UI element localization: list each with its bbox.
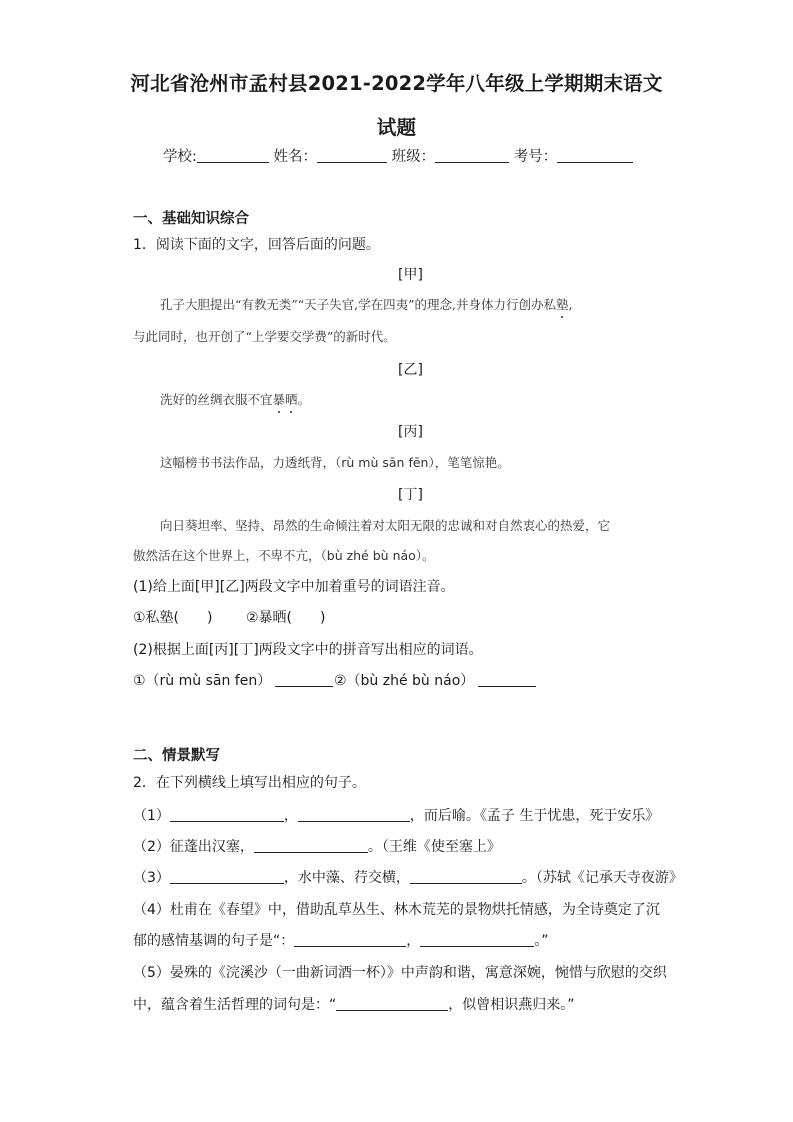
recite-line-4b	[133, 930, 549, 950]
line-mid: ，水中藻、荇交横，	[283, 870, 410, 886]
bing-label: [丙]	[398, 424, 423, 440]
answer-blank[interactable]	[275, 671, 333, 687]
sub2-answer-line	[133, 670, 333, 690]
yi-text-b: 。	[297, 392, 311, 407]
answer-blank[interactable]	[410, 868, 522, 884]
punct: ，	[406, 933, 421, 949]
bing-pinyin: （rù mù sān fēn）	[335, 455, 435, 470]
bing-text-b: ，笔笔惊艳。	[434, 455, 510, 470]
class-blank[interactable]	[435, 147, 509, 163]
emphasis-char: 暴	[272, 392, 286, 407]
q1-stem: 1．阅读下面的文字，回答后面的问题。	[133, 237, 380, 253]
answer-blank[interactable]	[170, 868, 284, 884]
bing-line	[160, 453, 510, 471]
section1-heading: 一、基础知识综合	[133, 211, 249, 227]
bing-text-a: 这幅榜书书法作品，力透纸背，	[160, 455, 336, 470]
recite-line-3	[133, 867, 683, 887]
section2-heading: 二、情景默写	[133, 748, 220, 764]
ding-line1: 向日葵坦率、坚持、昂然的生命倾注着对太阳无限的忠诚和对自然衷心的热爱，它	[160, 518, 611, 533]
school-label: 学校:	[163, 149, 197, 165]
line-tail: 。”	[534, 933, 549, 949]
emphasis-char: 晒	[285, 392, 298, 407]
answer-blank[interactable]	[336, 995, 448, 1011]
exam-no-blank[interactable]	[557, 147, 633, 163]
jia-text-b: ,	[568, 297, 573, 312]
answer-blank[interactable]	[478, 671, 536, 687]
line-tail: 。（苏轼《记承天寺夜游》	[521, 870, 683, 886]
sub2-label-b: ②（bù zhé bù náo）	[334, 673, 475, 689]
answer-blank[interactable]	[298, 806, 410, 822]
jia-text-a: 孔子大胆提出“有教无类”“天子失官,学在四夷”的理念,并身体力行创办私	[160, 297, 557, 312]
punct: ，	[283, 808, 298, 824]
ding-pinyin: （bù zhé bù náo）	[320, 548, 423, 563]
line-head: 郁的感情基调的句子是“：	[133, 933, 295, 949]
ding-text-b: 。	[422, 548, 435, 563]
line-head: 中，蕴含着生活哲理的词句是：“	[133, 997, 337, 1013]
ding-label: [丁]	[398, 487, 423, 503]
sub2-answer-line-b	[334, 670, 536, 690]
answer-blank[interactable]	[294, 931, 406, 947]
answer-blank[interactable]	[170, 806, 284, 822]
recite-line-1	[133, 805, 659, 825]
item-number: （3）	[133, 870, 170, 886]
sub2-stem: (2)根据上面[丙][丁]两段文字中的拼音写出相应的词语。	[133, 642, 483, 658]
sub2-label-a: ①（rù mù sān fen）	[133, 673, 272, 689]
answer-blank[interactable]	[254, 837, 368, 853]
recite-line-2	[133, 836, 501, 856]
q2-stem: 2．在下列横线上填写出相应的句子。	[133, 775, 366, 791]
line-tail: ，似曾相识燕归来。”	[448, 997, 575, 1013]
class-label: 班级：	[391, 149, 436, 165]
recite-line-5a: （5）晏殊的《浣溪沙（一曲新词酒一杯）》中声韵和谐，寓意深婉，惋惜与欣慰的交织	[133, 965, 667, 981]
sub1-answer-a[interactable]: ①私塾( )	[133, 610, 213, 626]
student-info-line	[163, 145, 633, 166]
line-head: （2）征蓬出汉塞，	[133, 839, 254, 855]
sub1-stem: (1)给上面[甲][乙]两段文字中加着重号的词语注音。	[133, 579, 455, 595]
jia-line2: 与此同时，也开创了“上学要交学费”的新时代。	[133, 329, 396, 344]
name-label: 姓名：	[273, 149, 317, 165]
jia-label: [甲]	[398, 267, 423, 283]
line-tail: 。（王维《使至塞上》	[367, 839, 501, 855]
yi-label: [乙]	[398, 362, 423, 378]
jia-line1	[160, 295, 573, 313]
school-blank[interactable]	[197, 147, 269, 163]
page-title-line2: 试题	[376, 116, 417, 139]
emphasis-char: 塾	[556, 297, 569, 312]
name-blank[interactable]	[317, 147, 387, 163]
item-number: （1）	[133, 808, 170, 824]
yi-text-a: 洗好的丝绸衣服不宜	[160, 392, 273, 407]
page-title: 河北省沧州市孟村县2021-2022学年八年级上学期期末语文	[130, 72, 663, 95]
ding-text-a: 傲然活在这个世界上，不卑不亢，	[133, 548, 321, 563]
ding-line2	[133, 546, 435, 564]
exam-no-label: 考号：	[513, 149, 558, 165]
answer-blank[interactable]	[420, 931, 534, 947]
recite-line-5b	[133, 994, 575, 1014]
line-tail: ，而后喻。《孟子 生于忧患，死于安乐》	[409, 808, 660, 824]
yi-line	[160, 390, 310, 408]
recite-line-4a: （4）杜甫在《春望》中，借助乱草丛生、林木荒芜的景物烘托情感，为全诗奠定了沉	[133, 902, 660, 918]
sub1-answer-b[interactable]: ②暴晒( )	[246, 610, 326, 626]
